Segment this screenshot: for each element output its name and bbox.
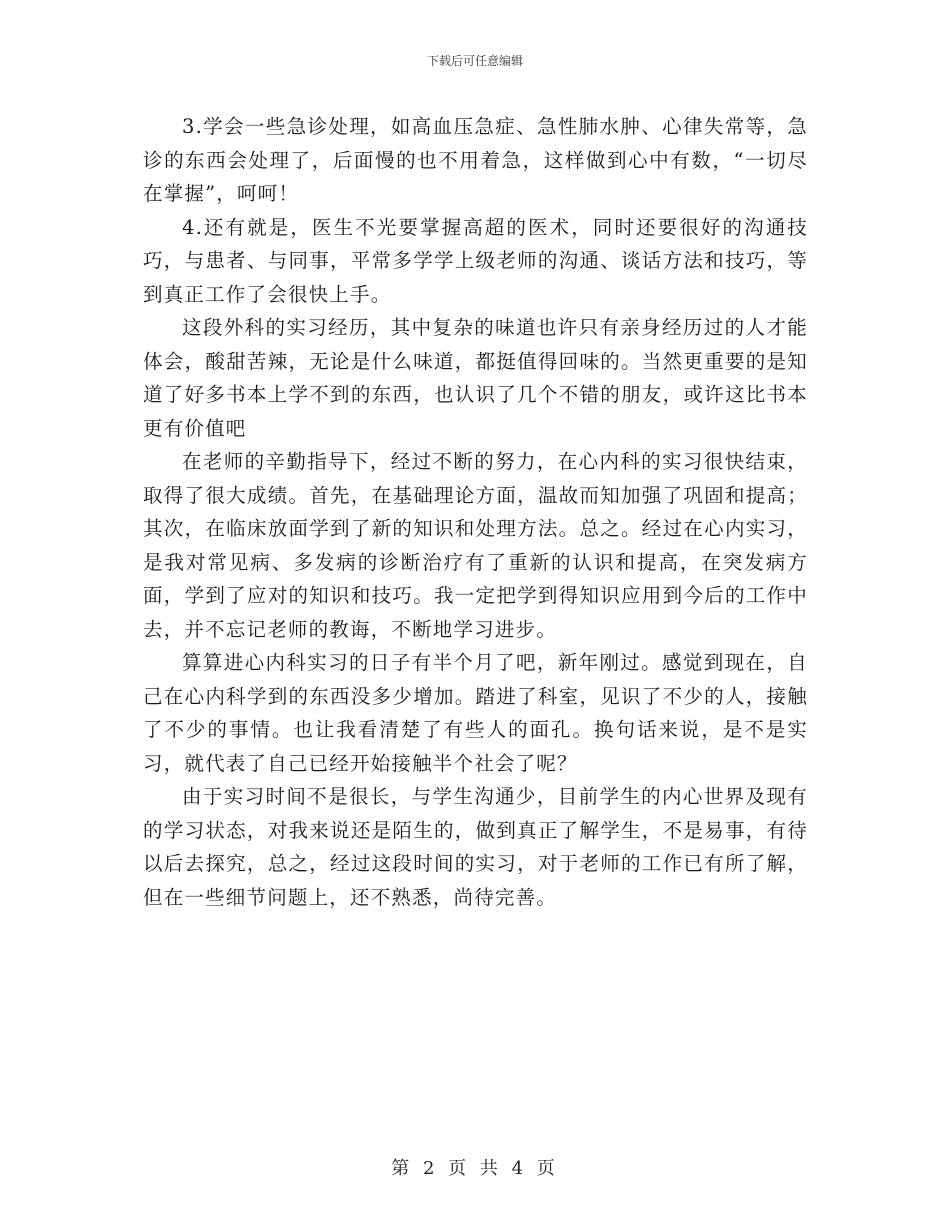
document-body (143, 110, 808, 914)
paragraph-3: 这段外科的实习经历，其中复杂的味道也许只有亲身经历过的人才能体会，酸甜苦辣，无论是什么味道，都挺值得回味的。当然更重要的是知道了好多书本上学不到的东西，也认识了几个不错的朋友，或许这比书本更有价值吧 (143, 316, 808, 440)
page-number-footer: 第 2 页 共 4 页 (391, 1158, 559, 1179)
paragraph-1: 3.学会一些急诊处理，如高血压急症、急性肺水肿、心律失常等，急诊的东西会处理了，后面慢的也不用着急，这样做到心中有数，“一切尽在掌握”，呵呵！ (143, 115, 808, 205)
paragraph-2: 4.还有就是，医生不光要掌握高超的医术，同时还要很好的沟通技巧，与患者、与同事，平常多学学上级老师的沟通、谈话方法和技巧，等到真正工作了会很快上手。 (143, 215, 808, 306)
page-header: 下载后可任意编辑 (426, 54, 523, 68)
paragraph-5: 算算进心内科实习的日子有半个月了吧，新年刚过。感觉到现在，自己在心内科学到的东西没多少增加。踏进了科室，见识了不少的人，接触了不少的事情。也让我看清楚了有些人的面孔。换句话来说，是不是实习，就代表了自己已经开始接触半个社会了呢？ (143, 651, 808, 775)
paragraph-6: 由于实习时间不是很长，与学生沟通少，目前学生的内心世界及现有的学习状态，对我来说还是陌生的，做到真正了解学生，不是易事，有待以后去探究，总之，经过这段时间的实习，对于老师的工作已有所了解，但在一些细节问题上，还不熟悉，尚待完善。 (143, 785, 808, 909)
paragraph-4: 在老师的辛勤指导下，经过不断的努力，在心内科的实习很快结束，取得了很大成绩。首先，在基础理论方面，温故而知加强了巩固和提高；其次，在临床放面学到了新的知识和处理方法。总之。经过在心内实习，是我对常见病、多发病的诊断治疗有了重新的认识和提高，在突发病方面，学到了应对的知识和技巧。我一定把学到得知识应用到今后的工作中去，并不忘记老师的教诲，不断地学习进步。 (143, 450, 808, 641)
